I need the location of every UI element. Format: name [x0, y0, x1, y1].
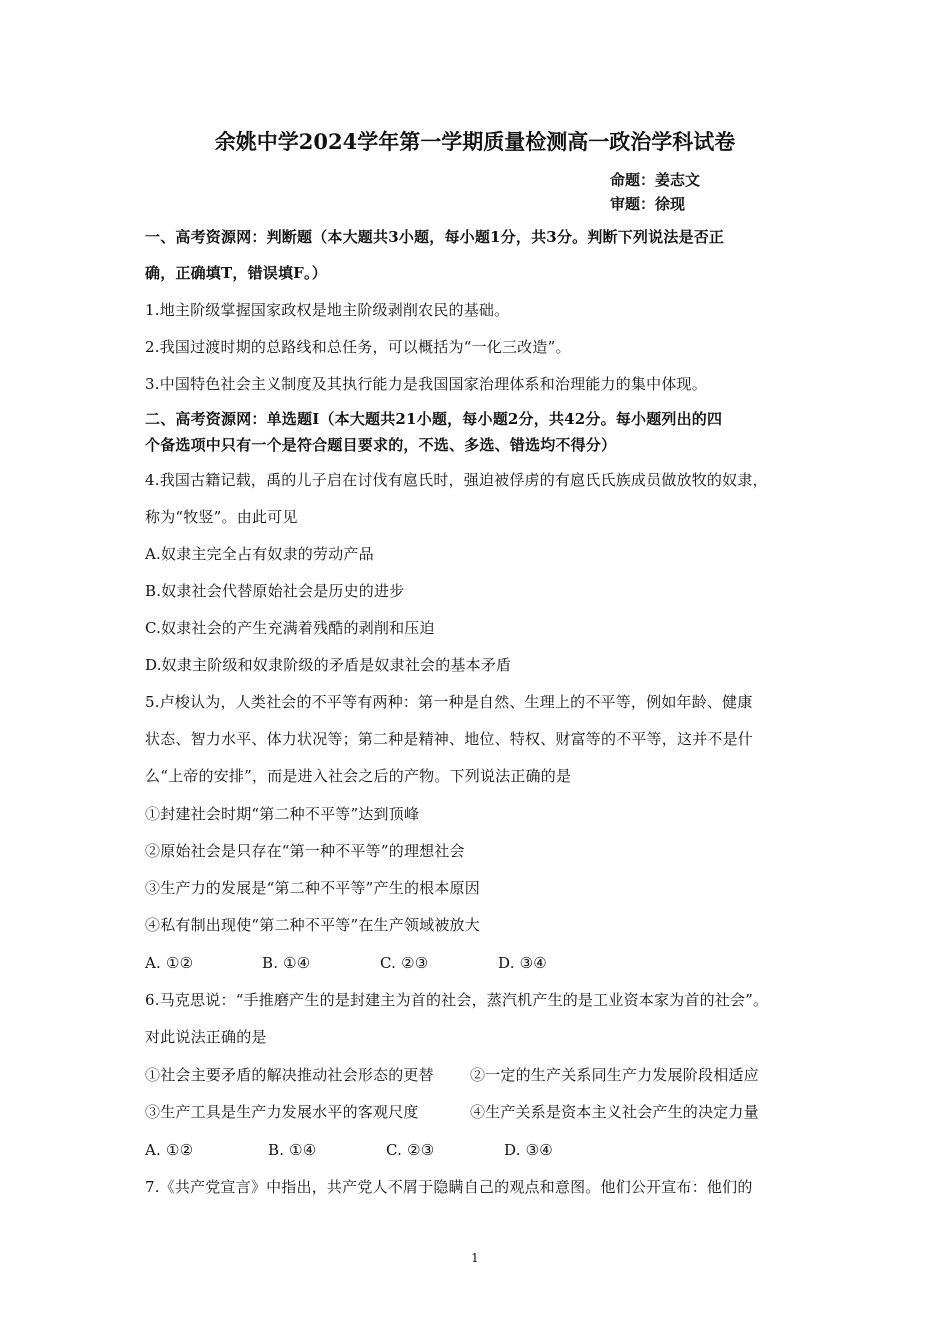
- page-title: 余姚中学2024学年第一学期质量检测高一政治学科试卷: [214, 129, 736, 154]
- question-5-stem-line3: 么“上帝的安排”，而是进入社会之后的产物。下列说法正确的是: [145, 767, 572, 785]
- section2-heading-line1: 二、高考资源网：单选题Ⅰ（本大题共21小题，每小题2分，共42分。每小题列出的四: [145, 410, 723, 428]
- question-6-option-a: A. ①②: [145, 1141, 194, 1159]
- question-6-option-d: D. ③④: [504, 1141, 553, 1159]
- section1-heading-line2: 确，正确填T，错误填F。）: [145, 264, 327, 282]
- reviewer-label: 审题：徐现: [610, 195, 686, 213]
- question-6-option-c: C. ②③: [386, 1141, 435, 1159]
- question-5-item-3: ③生产力的发展是“第二种不平等”产生的根本原因: [145, 879, 480, 897]
- page-number: 1: [471, 1251, 479, 1265]
- question-5-item-2: ②原始社会是只存在“第一种不平等”的理想社会: [145, 842, 465, 860]
- question-5-options: [145, 953, 810, 973]
- question-7-stem-line1: 7.《共产党宣言》中指出，共产党人不屑于隐瞒自己的观点和意图。他们公开宣布：他们的: [145, 1178, 753, 1196]
- question-6-item-2: ②一定的生产关系同生产力发展阶段相适应: [470, 1066, 759, 1084]
- question-6-item-1: ①社会主要矛盾的解决推动社会形态的更替: [145, 1066, 434, 1084]
- question-5-option-a: A. ①②: [145, 954, 194, 972]
- question-6-items-row2: [145, 1102, 810, 1122]
- question-5-option-d: D. ③④: [498, 954, 547, 972]
- question-4-stem-line2: 称为“牧竖”。由此可见: [145, 508, 298, 526]
- question-6-options: [145, 1140, 810, 1160]
- question-5-option-c: C. ②③: [380, 954, 429, 972]
- question-4-option-b: B.奴隶社会代替原始社会是历史的进步: [145, 582, 405, 600]
- section2-heading-line2: 个备选项中只有一个是符合题目要求的，不选、多选、错选均不得分）: [145, 436, 617, 454]
- question-4-stem-line1: 4.我国古籍记载，禹的儿子启在讨伐有扈氏时，强迫被俘虏的有扈氏氏族成员做放牧的奴隶，: [145, 471, 768, 489]
- question-5-item-1: ①封建社会时期“第二种不平等”达到顶峰: [145, 805, 420, 823]
- setter-label: 命题：姜志文: [610, 171, 701, 189]
- question-6-item-3: ③生产工具是生产力发展水平的客观尺度: [145, 1103, 419, 1121]
- question-1: 1.地主阶级掌握国家政权是地主阶级剥削农民的基础。: [145, 301, 510, 319]
- question-5-item-4: ④私有制出现使“第二种不平等”在生产领域被放大: [145, 916, 480, 934]
- question-6-items-row1: [145, 1065, 810, 1085]
- question-5-stem-line1: 5.卢梭认为，人类社会的不平等有两种：第一种是自然、生理上的不平等，例如年龄、健康: [145, 693, 753, 711]
- question-4-option-d: D.奴隶主阶级和奴隶阶级的矛盾是奴隶社会的基本矛盾: [145, 656, 512, 674]
- section1-heading-line1: 一、高考资源网：判断题（本大题共3小题，每小题1分，共3分。判断下列说法是否正: [145, 228, 725, 246]
- question-4-option-a: A.奴隶主完全占有奴隶的劳动产品: [145, 545, 374, 563]
- question-2: 2.我国过渡时期的总路线和总任务，可以概括为“一化三改造”。: [145, 338, 571, 356]
- question-4-option-c: C.奴隶社会的产生充满着残酷的剥削和压迫: [145, 619, 435, 637]
- question-3: 3.中国特色社会主义制度及其执行能力是我国国家治理体系和治理能力的集中体现。: [145, 375, 707, 393]
- question-6-item-4: ④生产关系是资本主义社会产生的决定力量: [470, 1103, 759, 1121]
- question-6-stem-line1: 6.马克思说：“手推磨产生的是封建主为首的社会，蒸汽机产生的是工业资本家为首的社会”。: [145, 991, 769, 1009]
- question-5-stem-line2: 状态、智力水平、体力状况等；第二种是精神、地位、特权、财富等的不平等，这并不是什: [145, 730, 754, 748]
- question-5-option-b: B. ①④: [262, 954, 311, 972]
- question-6-stem-line2: 对此说法正确的是: [145, 1028, 267, 1046]
- question-6-option-b: B. ①④: [268, 1141, 317, 1159]
